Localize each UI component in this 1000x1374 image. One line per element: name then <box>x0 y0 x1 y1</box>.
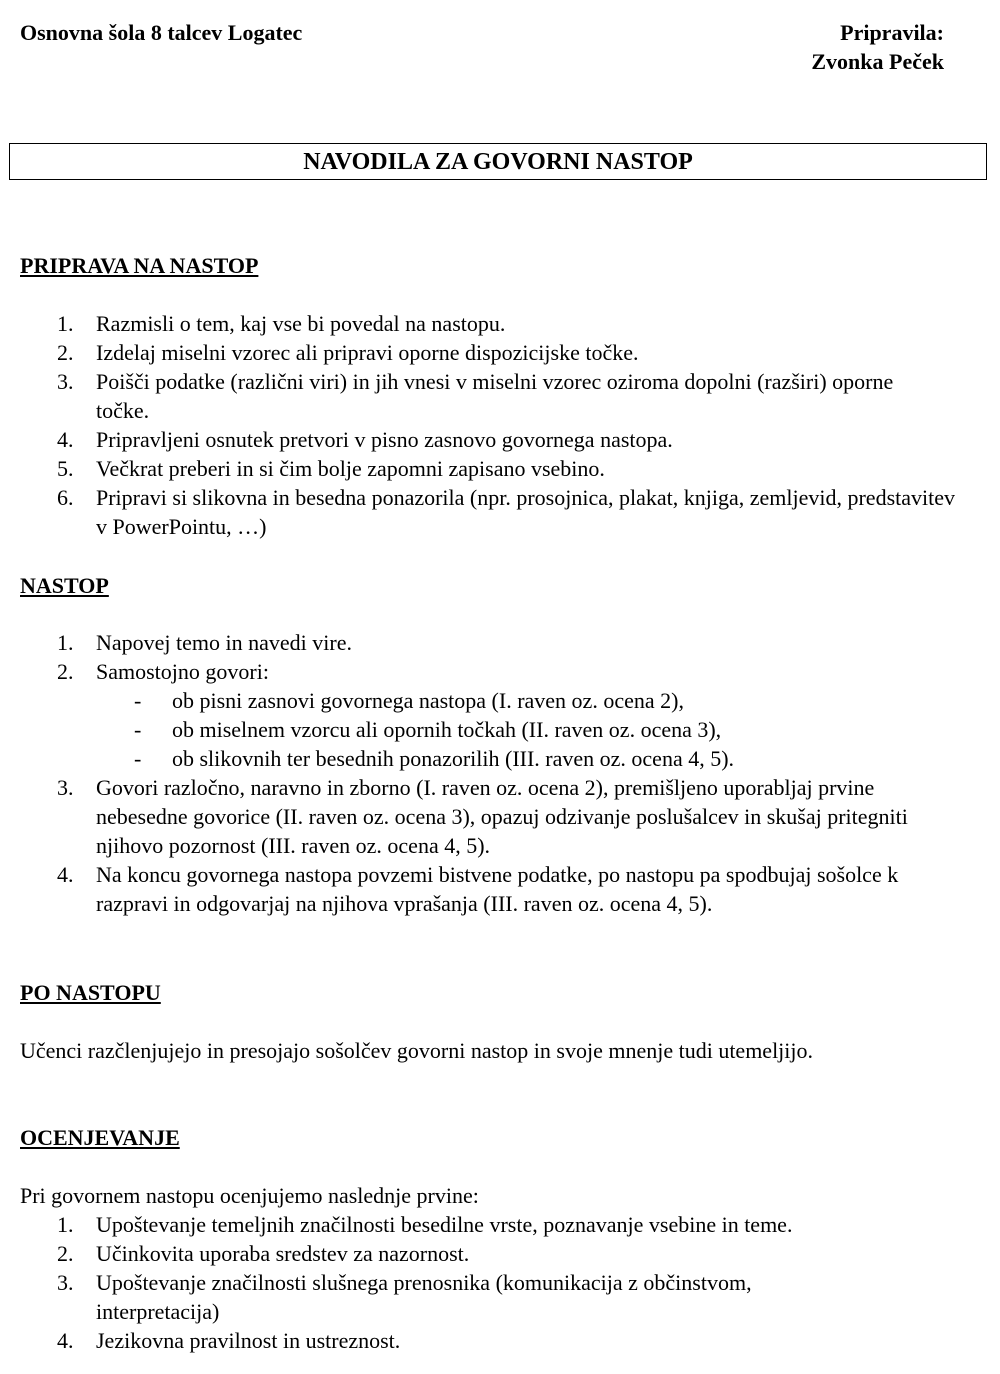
dash-bullet: - <box>134 688 142 713</box>
list-item <box>0 628 960 657</box>
list-item <box>0 1239 960 1268</box>
list-item-text: Upoštevanje značilnosti slušnega prenosnika (komunikacija z občinstvom, interpretacija) <box>96 1270 752 1324</box>
sublist-item-text: ob slikovnih ter besednih ponazorilih (III. raven oz. ocena 4, 5). <box>172 746 735 771</box>
list-number: 2. <box>57 659 74 684</box>
list-item <box>0 657 960 773</box>
dash-bullet: - <box>134 746 142 771</box>
sublist-item-text: ob pisni zasnovi govornega nastopa (I. raven oz. ocena 2), <box>172 688 684 713</box>
list-item-text: Učinkovita uporaba sredstev za nazornost. <box>96 1241 470 1266</box>
list-item <box>0 425 960 454</box>
list-item-text: Izdelaj miselni vzorec ali pripravi oporne dispozicijske točke. <box>96 340 639 365</box>
document-title: NAVODILA ZA GOVORNI NASTOP <box>9 143 987 180</box>
author-block <box>811 18 944 76</box>
list-item-text: Upoštevanje temeljnih značilnosti besedilne vrste, poznavanje vsebine in teme. <box>96 1212 793 1237</box>
list-number: 4. <box>57 427 74 452</box>
section-heading-nastop: NASTOP <box>20 573 109 598</box>
list-item-text: Napovej temo in navedi vire. <box>96 630 352 655</box>
list-item <box>0 367 960 425</box>
priprava-list <box>0 309 960 541</box>
list-item-text: Samostojno govori: <box>96 659 269 684</box>
list-number: 5. <box>57 456 74 481</box>
list-number: 1. <box>57 1212 74 1237</box>
sublist-item-text: ob miselnem vzorcu ali opornih točkah (II. raven oz. ocena 3), <box>172 717 722 742</box>
po-nastopu-paragraph: Učenci razčlenjujejo in presojajo sošolčev govorni nastop in svoje mnenje tudi utemeljijo. <box>20 1038 814 1063</box>
ocenjevanje-intro: Pri govornem nastopu ocenjujemo naslednje prvine: <box>20 1183 479 1208</box>
list-number: 1. <box>57 311 74 336</box>
sublist-item <box>96 686 960 715</box>
section-heading-priprava: PRIPRAVA NA NASTOP <box>20 253 259 278</box>
list-number: 2. <box>57 340 74 365</box>
sublist-item <box>96 715 960 744</box>
school-name: Osnovna šola 8 talcev Logatec <box>20 20 303 45</box>
list-number: 4. <box>57 1328 74 1353</box>
list-item-text: Pripravljeni osnutek pretvori v pisno zasnovo govornega nastopa. <box>96 427 673 452</box>
list-item <box>0 1210 960 1239</box>
list-number: 3. <box>57 1270 74 1295</box>
list-item-text: Jezikovna pravilnost in ustreznost. <box>96 1328 401 1353</box>
list-item <box>0 1268 960 1326</box>
list-number: 3. <box>57 369 74 394</box>
section-heading-po-nastopu: PO NASTOPU <box>20 980 161 1005</box>
list-item <box>0 309 960 338</box>
sublist-item <box>96 744 960 773</box>
list-item <box>0 454 960 483</box>
list-item-text: Razmisli o tem, kaj vse bi povedal na nastopu. <box>96 311 506 336</box>
list-item <box>0 860 960 918</box>
list-item <box>0 483 960 541</box>
list-item-text: Na koncu govornega nastopa povzemi bistvene podatke, po nastopu pa spodbujaj sošolce k razpravi in odgovarjaj na njihova vprašanja (III. raven oz. ocena 4, 5). <box>96 862 899 916</box>
ocenjevanje-list <box>0 1210 960 1355</box>
list-item <box>0 773 960 860</box>
list-number: 1. <box>57 630 74 655</box>
list-item <box>0 1326 960 1355</box>
list-number: 2. <box>57 1241 74 1266</box>
section-heading-ocenjevanje: OCENJEVANJE <box>20 1125 180 1150</box>
list-item-text: Pripravi si slikovna in besedna ponazorila (npr. prosojnica, plakat, knjiga, zemljevid, predstavitev v PowerPointu, …) <box>96 485 955 539</box>
prepared-by-label: Pripravila: <box>840 20 944 45</box>
nastop-sublist <box>96 686 960 773</box>
dash-bullet: - <box>134 717 142 742</box>
author-name: Zvonka Peček <box>811 49 944 74</box>
list-number: 4. <box>57 862 74 887</box>
nastop-list <box>0 628 960 918</box>
list-item-text: Večkrat preberi in si čim bolje zapomni zapisano vsebino. <box>96 456 605 481</box>
list-number: 6. <box>57 485 74 510</box>
list-number: 3. <box>57 775 74 800</box>
list-item-text: Govori razločno, naravno in zborno (I. raven oz. ocena 2), premišljeno uporabljaj prvine nebesedne govorice (II. raven oz. ocena 3), opazuj odzivanje poslušalcev in skušaj pritegniti njihovo pozornost (III. raven oz. ocena 4, 5). <box>96 775 908 858</box>
list-item-text: Poišči podatke (različni viri) in jih vnesi v miselni vzorec oziroma dopolni (razširi) oporne točke. <box>96 369 894 423</box>
list-item <box>0 338 960 367</box>
